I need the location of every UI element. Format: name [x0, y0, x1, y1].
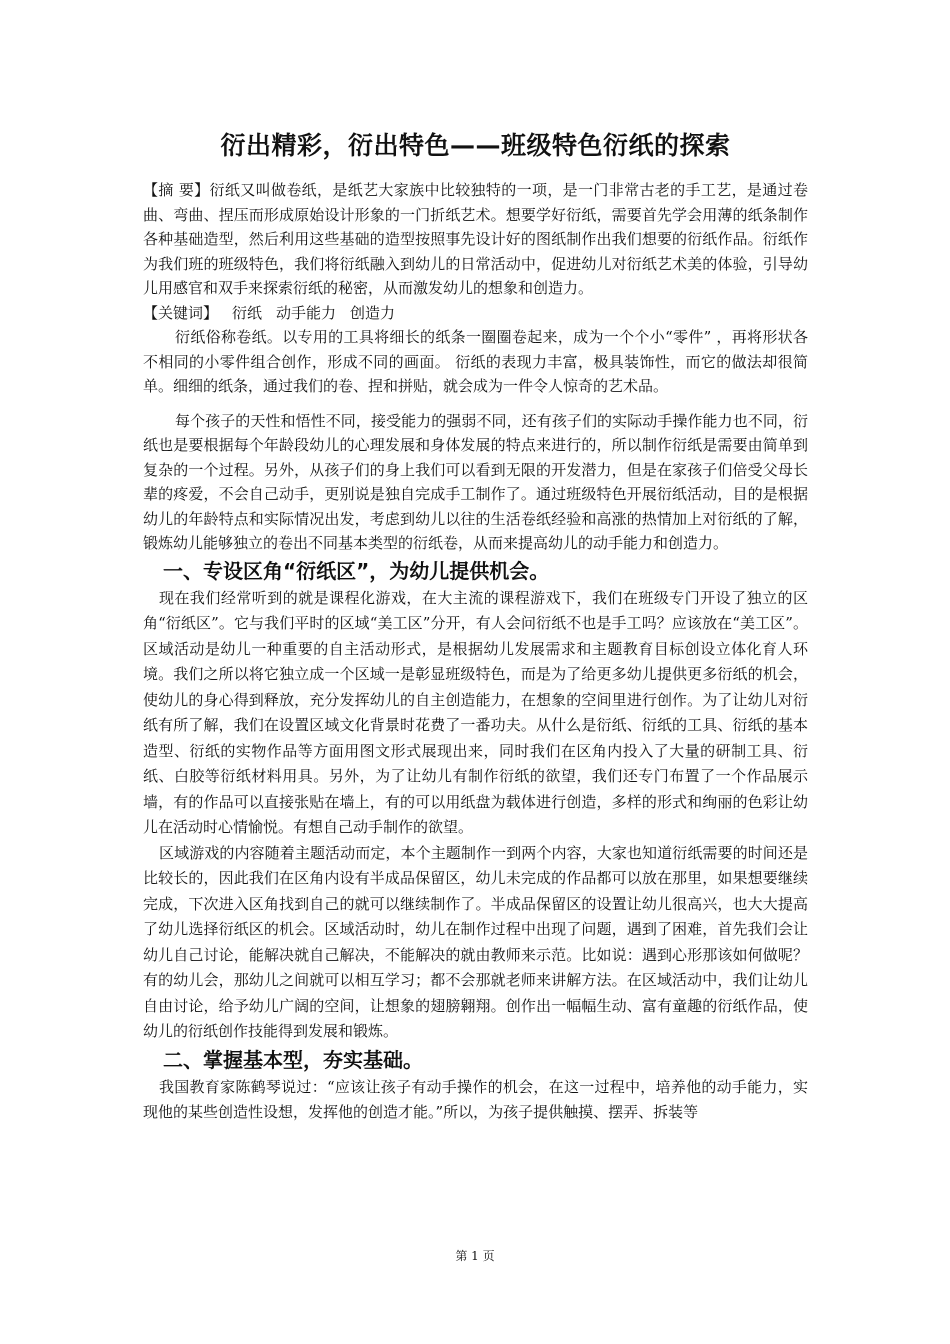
keywords	[143, 301, 808, 326]
section-paragraph: 区域游戏的内容随着主题活动而定，本个主题制作一到两个内容，大家也知道衍纸需要的时间还是比较长的，因此我们在区角内设有半成品保留区，幼儿未完成的作品都可以放在那里，如果想要继续完成，下次进入区角找到自己的就可以继续制作了。半成品保留区的设置让幼儿很高兴，也大大提高了幼儿选择衍纸区的机会。区域活动时，幼儿在制作过程中出现了问题，遇到了困难，首先我们会让幼儿自己讨论，能解决就自己解决，不能解决的就由教师来示范。比如说：遇到心形那该如何做呢？有的幼儿会，那幼儿之间就可以相互学习；都不会那就老师来讲解方法。在区域活动中，我们让幼儿自由讨论，给予幼儿广阔的空间，让想象的翅膀翱翔。创作出一幅幅生动、富有童趣的衍纸作品，使幼儿的衍纸创作技能得到发展和锻炼。	[143, 843, 808, 1040]
intro-paragraph: 衍纸俗称卷纸。以专用的工具将细长的纸条一圈圈卷起来，成为一个个小“零件” ，再将形状各不相同的小零件组合创作，形成不同的画面。 衍纸的表现力丰富，极具装饰性，而它的做法却很简单。细细的纸条，通过我们的卷、捏和拼贴，就会成为一件令人惊奇的艺术品。	[143, 328, 808, 395]
section-heading: 二、掌握基本型，夯实基础。	[163, 1047, 423, 1072]
page-number: 第 1 页	[455, 1249, 495, 1263]
abstract	[143, 178, 808, 301]
section-paragraph: 现在我们经常听到的就是课程化游戏，在大主流的课程游戏下，我们在班级专门开设了独立的区角“衍纸区”。它与我们平时的区域“美工区”分开，有人会问衍纸不也是手工吗？应该放在“美工区”。区域活动是幼儿一种重要的自主活动形式，是根据幼儿发展需求和主题教育目标创设立体化育人环境。我们之所以将它独立成一个区域一是彰显班级特色，而是为了给更多幼儿提供更多衍纸的机会，使幼儿的身心得到释放，充分发挥幼儿的自主创造能力，在想象的空间里进行创作。为了让幼儿对衍纸有所了解，我们在设置区域文化背景时花费了一番功夫。从什么是衍纸、衍纸的工具、衍纸的基本造型、衍纸的实物作品等方面用图文形式展现出来，同时我们在区角内投入了大量的研制工具、衍纸、白胶等衍纸材料用具。另外，为了让幼儿有制作衍纸的欲望，我们还专门布置了一个作品展示墙，有的作品可以直接张贴在墙上，有的可以用纸盘为载体进行创造，多样的形式和绚丽的色彩让幼儿在活动时心情愉悦。有想自己动手制作的欲望。	[143, 588, 808, 836]
document-page	[143, 128, 808, 1126]
section-heading: 一、专设区角“衍纸区”，为幼儿提供机会。	[163, 558, 550, 583]
section-paragraph: 我国教育家陈鹤琴说过：“应该让孩子有动手操作的机会，在这一过程中，培养他的动手能力，实现他的某些创造性设想，发挥他的创造才能。”所以，为孩子提供触摸、摆弄、拆装等	[143, 1077, 808, 1121]
intro-paragraph: 每个孩子的天性和悟性不同，接受能力的强弱不同，还有孩子们的实际动手操作能力也不同，衍纸也是要根据每个年龄段幼儿的心理发展和身体发展的特点来进行的，所以制作衍纸是需要由简单到复杂的一个过程。另外，从孩子们的身上我们可以看到无限的开发潜力，但是在家孩子们倍受父母长辈的疼爱，不会自己动手，更别说是独自完成手工制作了。通过班级特色开展衍纸活动，目的是根据幼儿的年龄特点和实际情况出发，考虑到幼儿以往的生活卷纸经验和高涨的热情加上对衍纸的了解，锻炼幼儿能够独立的卷出不同基本类型的衍纸卷，从而来提高幼儿的动手能力和创造力。	[143, 411, 808, 552]
document-title: 衍出精彩，衍出特色——班级特色衍纸的探索	[220, 131, 731, 160]
keywords-label: 【关键词】	[143, 303, 219, 322]
keyword: 动手能力	[276, 303, 337, 322]
abstract-label: 【摘 要】	[143, 181, 210, 199]
keyword: 创造力	[350, 303, 396, 322]
keyword: 衍纸	[232, 303, 263, 322]
abstract-text: 衍纸又叫做卷纸，是纸艺大家族中比较独特的一项，是一门非常古老的手工艺，是通过卷曲、弯曲、捏压而形成原始设计形象的一门折纸艺术。想要学好衍纸，需要首先学会用薄的纸条制作各种基础造型，然后利用这些基础的造型按照事先设计好的图纸制作出我们想要的衍纸作品。衍纸作为我们班的班级特色，我们将衍纸融入到幼儿的日常活动中，促进幼儿对衍纸艺术美的体验，引导幼儿用感官和双手来探索衍纸的秘密，从而激发幼儿的想象和创造力。	[143, 181, 808, 297]
